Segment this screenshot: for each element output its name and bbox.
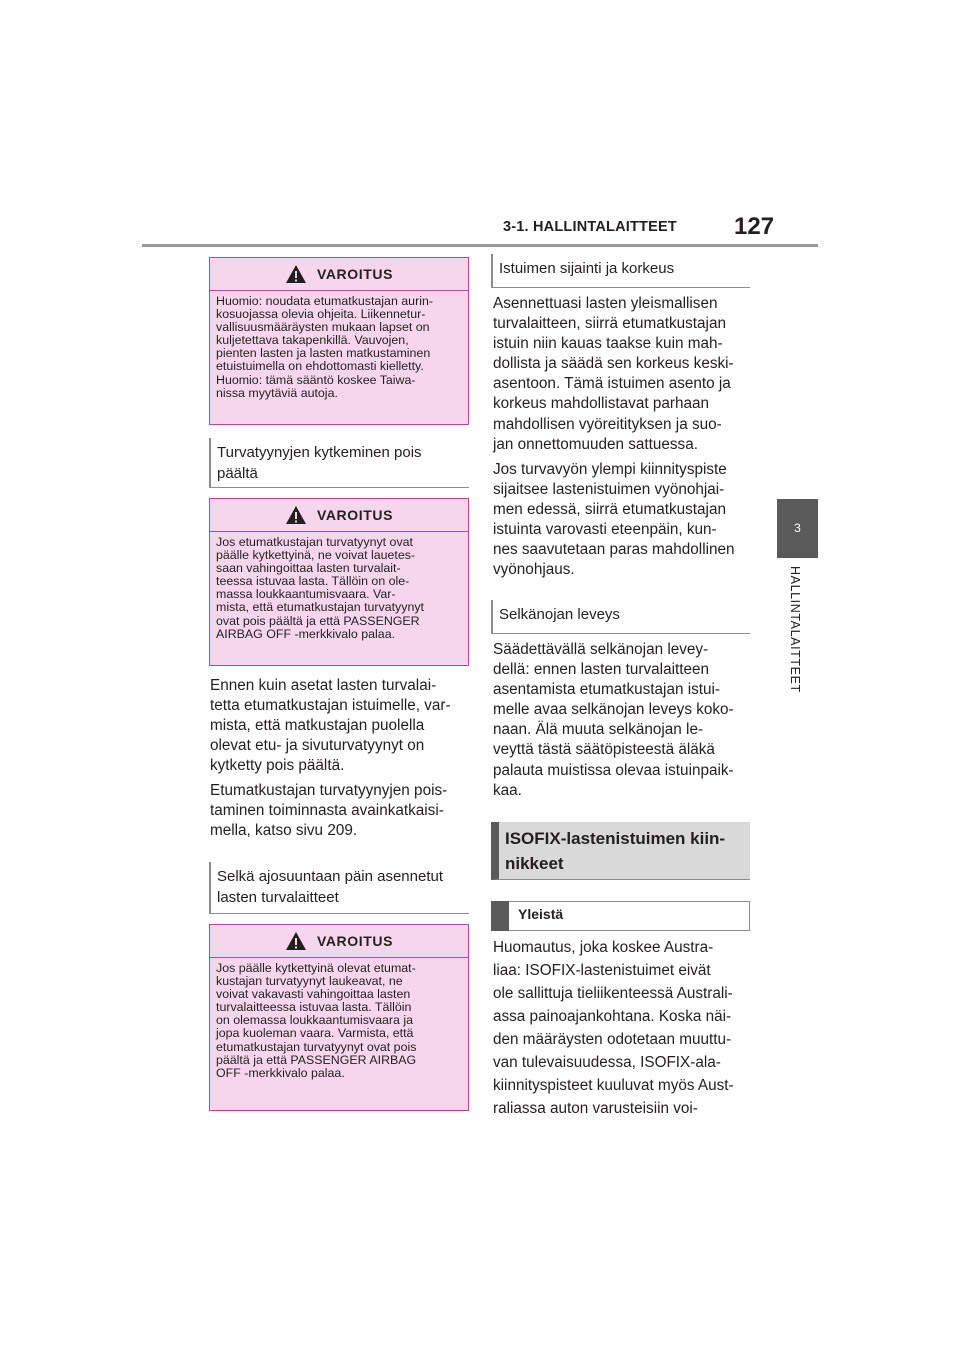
warning-box-2	[209, 498, 469, 666]
text-line: OFF -merkkivalo palaa.	[216, 1065, 345, 1080]
text-line: turvalaitteessa istuvaa lasta. Tällöin	[216, 1000, 412, 1015]
body-paragraph	[493, 640, 734, 801]
subheading-general	[491, 901, 750, 931]
section-heading-isofix	[491, 822, 750, 880]
text-line: men edessä, siirrä etumatkustajan	[493, 501, 726, 519]
text-line: Jos päälle kytkettyinä olevat etumat-	[216, 961, 416, 975]
text-line: van tulevaisuudessa, ISOFIX-ala-	[493, 1054, 721, 1071]
text-line: voivat vakavasti vahingoittaa lasten	[216, 987, 411, 1002]
text-line: istuinta varovasti eteenpäin, kun-	[493, 521, 717, 539]
warning-header	[210, 925, 468, 958]
chapter-side-label: HALLINTALAITTEET	[788, 566, 802, 693]
body-paragraph	[493, 460, 735, 581]
text-line: asentoon. Tämä istuimen asento ja	[493, 375, 731, 393]
text-line: kiinnityspisteet kuuluvat myös Aust-	[493, 1077, 734, 1094]
text-line: mahdollisen vyöreitityksen ja suo-	[493, 415, 722, 433]
section-title: 3-1. HALLINTALAITTEET	[503, 219, 677, 235]
warning-text	[210, 291, 468, 400]
text-line: Turvatyynyjen kytkeminen pois	[217, 444, 422, 461]
text-line: jan onnettomuuden sattuessa.	[493, 435, 698, 453]
subheading-marker	[491, 901, 509, 931]
text-line: kuljetettava takapenkillä. Vauvojen,	[216, 333, 409, 348]
text-line: päältä	[217, 465, 258, 482]
text-line: Huomio: noudata etumatkustajan aurin-	[216, 294, 433, 308]
text-line: veyttä tästä säätöpisteestä äläkä	[493, 741, 715, 759]
text-line: ISOFIX-lastenistuimen kiin-	[505, 829, 726, 848]
text-line: liaa: ISOFIX-lastenistuimet eivät	[493, 962, 711, 979]
subheading-general-label: Yleistä	[518, 906, 564, 922]
warning-title: VAROITUS	[316, 933, 394, 949]
warning-title: VAROITUS	[316, 266, 394, 282]
warning-box-1	[209, 257, 469, 425]
text-line: melle avaa selkänojan leveys koko-	[493, 701, 734, 719]
text-line: kustajan turvatyynyt laukeavat, ne	[216, 974, 403, 989]
text-line: dellä: ennen lasten turvalaitteen	[493, 661, 710, 679]
text-line: kosuojassa olevia ohjeita. Liikennetur-	[216, 307, 426, 322]
text-line: turvalaitteen, siirrä etumatkustajan	[493, 315, 726, 333]
text-line: Selkänojan leveys	[499, 606, 620, 623]
text-line: etuistuimella on ehdottomasti kielletty.	[216, 359, 424, 374]
text-line: vallisuusmääräysten mukaan lapset on	[216, 320, 430, 335]
page-number: 127	[734, 213, 775, 240]
text-line: korkeus mahdollistavat parhaan	[493, 395, 709, 413]
text-line: lasten turvalaitteet	[217, 889, 339, 906]
body-paragraph	[493, 936, 734, 1120]
subheading-rear-facing-seats	[209, 862, 469, 914]
warning-triangle-icon	[285, 505, 307, 525]
text-line: mista, että etumatkustajan turvatyynyt	[216, 600, 424, 615]
text-line: Säädettävällä selkänojan levey-	[493, 641, 709, 658]
text-line: vyönohjaus.	[493, 561, 575, 579]
subheading-airbag-deactivation	[209, 438, 469, 488]
text-line: on olemassa loukkaantumisvaara ja	[216, 1013, 413, 1028]
warning-triangle-icon	[285, 931, 307, 951]
text-line: massa loukkaantumisvaara. Var-	[216, 587, 396, 602]
text-line: asentamista etumatkustajan istui-	[493, 681, 721, 699]
body-paragraph	[210, 676, 451, 776]
text-line: ole sallittuja tieliikenteessä Australi-	[493, 985, 733, 1002]
text-line: Huomio: tämä sääntö koskee Taiwa-	[216, 372, 416, 387]
text-line: den määräysten odotetaan muuttu-	[493, 1031, 732, 1048]
text-line: dollista ja säädä sen korkeus keski-	[493, 355, 734, 373]
text-line: pienten lasten ja lasten matkustaminen	[216, 346, 431, 361]
text-line: Ennen kuin asetat lasten turvalai-	[210, 677, 437, 694]
text-line: päälle kytkettyinä, ne voivat lauetes-	[216, 548, 416, 563]
warning-box-3	[209, 924, 469, 1111]
text-line: raliassa auton varusteisiin voi-	[493, 1100, 698, 1117]
subheading-seat-position	[491, 254, 750, 288]
text-line: assa painoajankohtana. Koska näi-	[493, 1008, 732, 1025]
text-line: nikkeet	[505, 854, 564, 873]
warning-text	[210, 532, 468, 641]
text-line: mista, että matkustajan puolella	[210, 717, 425, 735]
text-line: naan. Älä muuta selkänojan le-	[493, 721, 704, 739]
text-line: tetta etumatkustajan istuimelle, var-	[210, 697, 451, 715]
warning-header	[210, 258, 468, 291]
text-line: teessa istuvaa lasta. Tällöin on ole-	[216, 574, 410, 589]
warning-text	[210, 958, 468, 1080]
text-line: Selkä ajosuuntaan päin asennetut	[217, 868, 444, 885]
body-paragraph	[493, 294, 734, 455]
warning-title: VAROITUS	[316, 507, 394, 523]
text-line: Asennettuasi lasten yleismallisen	[493, 295, 718, 312]
text-line: päältä ja että PASSENGER AIRBAG	[216, 1052, 417, 1067]
chapter-tab: 3	[777, 499, 818, 558]
text-line: olevat etu- ja sivuturvatyynyt on	[210, 737, 425, 755]
body-paragraph	[210, 781, 447, 841]
text-line: Huomautus, joka koskee Austra-	[493, 939, 714, 956]
text-line: AIRBAG OFF -merkkivalo palaa.	[216, 626, 396, 641]
text-line: kaa.	[493, 781, 522, 799]
text-line: nissa myytäviä autoja.	[216, 385, 338, 400]
text-line: Etumatkustajan turvatyynyjen pois-	[210, 782, 448, 799]
subheading-backrest-width	[491, 600, 750, 634]
text-line: kytketty pois päältä.	[210, 757, 345, 775]
text-line: istuin niin kauas taakse kuin mah-	[493, 335, 723, 353]
warning-header	[210, 499, 468, 532]
text-line: mella, katso sivu 209.	[210, 822, 358, 840]
text-line: Jos etumatkustajan turvatyynyt ovat	[216, 535, 413, 549]
text-line: etumatkustajan turvatyynyt ovat pois	[216, 1039, 417, 1054]
warning-triangle-icon	[285, 264, 307, 284]
text-line: jopa kuoleman vaara. Varmista, että	[216, 1026, 414, 1041]
text-line: Istuimen sijainti ja korkeus	[499, 260, 675, 277]
text-line: nes saavutetaan paras mahdollinen	[493, 541, 735, 559]
text-line: palauta muistissa olevaa istuinpaik-	[493, 761, 734, 779]
text-line: Jos turvavyön ylempi kiinnityspiste	[493, 461, 727, 478]
text-line: taminen toiminnasta avainkatkaisi-	[210, 802, 444, 820]
text-line: ovat pois päältä ja että PASSENGER	[216, 613, 420, 628]
text-line: saan vahingoittaa lasten turvalait-	[216, 561, 401, 576]
text-line: sijaitsee lastenistuimen vyönohjai-	[493, 481, 725, 499]
header-rule	[142, 244, 818, 247]
